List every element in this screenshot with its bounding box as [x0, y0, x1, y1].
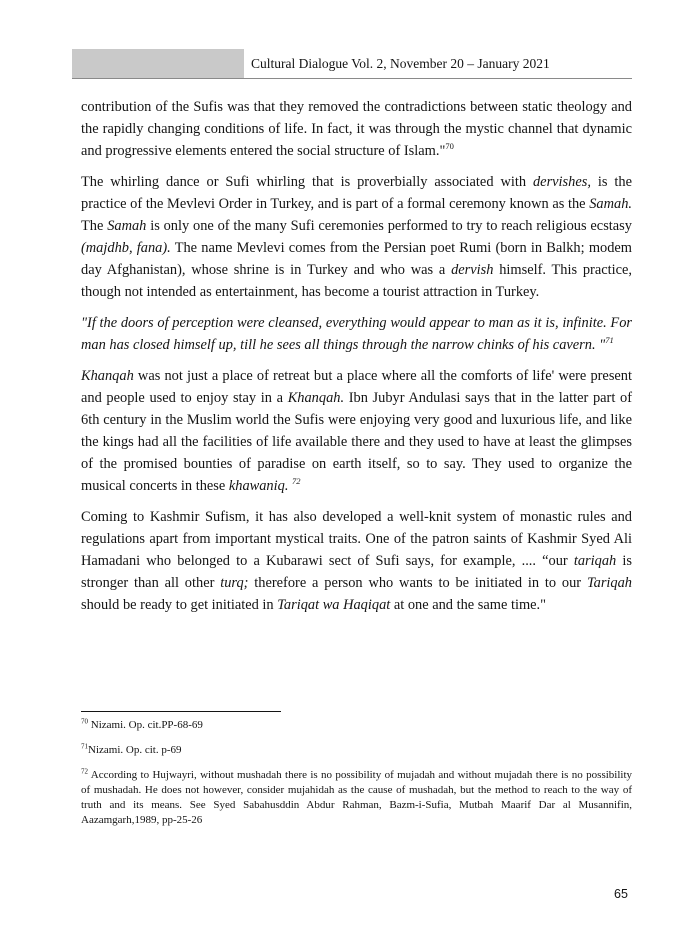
footnotes [81, 718, 632, 838]
footnote-number: 72 [81, 767, 88, 776]
header-rule [72, 78, 632, 79]
paragraph-1: contribution of the Sufis was that they removed the contradictions between static theology and the rapidly changing conditions of life. In fact, it was through the mystic channel that dynamic and progressive elements entered the social structure of Islam."$^{70}$ [81, 99, 632, 159]
header-bar [72, 49, 244, 78]
footnote-71: $^{71}$Nizami. Op. cit. p-69 [81, 742, 182, 756]
footnote-70: $^{70}$ Nizami. Op. cit.PP-68-69 [81, 717, 203, 731]
footnote-ref-71[interactable]: 71 [605, 335, 614, 346]
footnote-number: 70 [81, 717, 88, 726]
paragraph-3-quote: "If the doors of perception were cleansed, everything would appear to man as it is, infinite. For man has closed himself up, till he sees all things through the narrow chinks of his cavern. "$^{71}$ [81, 315, 632, 353]
paragraph-2: The whirling dance or Sufi whirling that is proverbially associated with dervishes, is the practice of the Mevlevi Order in Turkey, and is part of a formal ceremony known as the Samah. The Samah is only one of the many Sufi ceremonies performed to try to reach religious ecstasy (majdhb, fana). The name Mevlevi comes from the Persian poet Rumi (born in Balkh; modem day Afghanistan), whose shrine is in Turkey and who was a dervish himself. This practice, though not intended as entertainment, has become a tourist attraction in Turkey. [81, 174, 632, 300]
footnote-ref-72[interactable]: 72 [292, 476, 301, 487]
paragraph-5: Coming to Kashmir Sufism, it has also developed a well-knit system of monastic rules and regulations apart from important mystical traits. One of the patron saints of Kashmir Syed Ali Hamadani who belonged to a Kubarawi sect of Sufi says, for example, .... “our tariqah is stronger than all other turq; therefore a person who wants to be initiated in to our Tariqah should be ready to get initiated in Tariqat wa Haqiqat at one and the same time." [81, 509, 632, 613]
body-text [81, 96, 632, 625]
running-header: Cultural Dialogue Vol. 2, November 20 – January 2021 [251, 56, 550, 71]
footnote-number: 71 [81, 742, 88, 751]
paragraph-4: Khanqah was not just a place of retreat but a place where all the comforts of life' were present and people used to enjoy stay in a Khanqah. Ibn Jubyr Andulasi says that in the latter part of 6th century in the Muslim world the Sufis were enjoying very good and luxurious life, and like the kings had all the facilities of life available there and they used to have at least the glimpses of the promised bounties of paradise on earth itself, so to say. They used to organize the musical concerts in these khawaniq. $^{72}$ [81, 368, 632, 494]
footnote-rule [81, 711, 281, 712]
footnote-72: $^{72}$ According to Hujwayri, without mushadah there is no possibility of mujadah and without mujadah there is no possibility of mushadah. He does not however, consider mujahidah as the cause of mushadah, but the method to reach to the way of truth and its means. See Syed Sabahusddin Abdur Rahman, Bazm-i-Sufia, Mutbah Maarif Dar al Musannifin, Aazamgarh,1989, pp-25-26 [81, 767, 632, 826]
footnote-ref-70[interactable]: 70 [445, 141, 454, 152]
page-number: 65 [614, 887, 628, 901]
